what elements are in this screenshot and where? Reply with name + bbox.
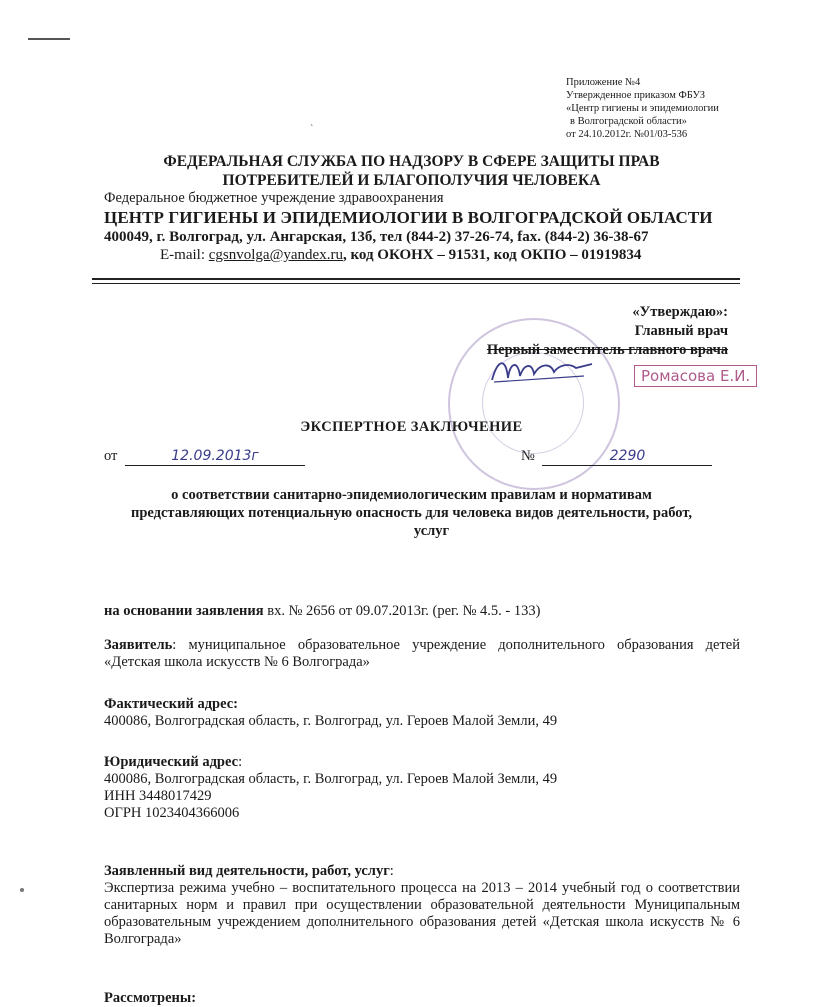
subject-line-2: представляющих потенциальную опасность для человека видов деятельности, работ, [131, 505, 692, 521]
annex-note [566, 76, 719, 141]
scan-artifact-mark [28, 38, 70, 40]
approval-line-1: «Утверждаю»: [632, 304, 728, 320]
activity-label: Заявленный вид деятельности, работ, услуг: [104, 863, 394, 879]
date-field [104, 448, 305, 466]
document-subject [0, 486, 823, 540]
email-link[interactable]: cgsnvolga@yandex.ru [208, 247, 343, 263]
ogrn-value: ОГРН 1023404366006 [104, 805, 240, 821]
org-address: 400049, г. Волгоград, ул. Ангарская, 13б, тел (844-2) 37-26-74, fax. (844-2) 36-38-67 [104, 229, 649, 245]
basis-paragraph [104, 603, 740, 620]
actual-address-label: Фактический адрес: [104, 696, 238, 712]
legal-address-label: Юридический адрес: [104, 754, 243, 770]
date-line [125, 448, 305, 466]
reviewed-label: Рассмотрены: [104, 990, 197, 1006]
document-title: ЭКСПЕРТНОЕ ЗАКЛЮЧЕНИЕ [300, 419, 523, 435]
inn-value: ИНН 3448017429 [104, 788, 212, 804]
applicant-text: : муниципальное образовательное учреждение дополнительного образования детей «Детская школа искусств № 6 Волгограда» [104, 637, 740, 670]
header-rule-thin [92, 283, 740, 284]
handwritten-number: 2290 [609, 448, 646, 464]
agency-line-2: ПОТРЕБИТЕЛЕЙ И БЛАГОПОЛУЧИЯ ЧЕЛОВЕКА [222, 172, 601, 189]
email-prefix: E-mail: [160, 247, 209, 263]
activity-text: Экспертиза режима учебно – воспитательного процесса на 2013 – 2014 учебный год о соответствии санитарных норм и правил при осуществлении образовательной деятельности Муниципальным образовательным учреждением дополнительного образования детей «Детская школа искусств № 6 Волгограда» [104, 880, 740, 947]
applicant-paragraph [104, 637, 740, 671]
org-name: ЦЕНТР ГИГИЕНЫ И ЭПИДЕМИОЛОГИИ В ВОЛГОГРАДСКОЙ ОБЛАСТИ [104, 208, 713, 227]
org-type: Федеральное бюджетное учреждение здравоохранения [104, 190, 444, 206]
annex-line-5: от 24.10.2012г. №01/03-536 [566, 129, 688, 140]
signature [488, 352, 598, 392]
header-rule-thick [92, 278, 740, 280]
subject-line-1: о соответствии санитарно-эпидемиологическим правилам и нормативам [171, 487, 652, 503]
annex-line-3: «Центр гигиены и эпидемиологии [566, 103, 719, 114]
approval-line-2: Главный врач [634, 323, 728, 339]
annex-line-2: Утвержденное приказом ФБУЗ [566, 90, 705, 101]
subject-line-3: услуг [413, 523, 450, 539]
basis-text: вх. № 2656 от 09.07.2013г. (рег. № 4.5. - 133) [263, 603, 541, 619]
date-label: от [104, 448, 118, 464]
scan-dot [20, 888, 24, 892]
annex-line-4: в Волгоградской области» [570, 116, 687, 127]
org-contacts [160, 247, 641, 264]
number-line [542, 448, 712, 466]
annex-line-1: Приложение №4 [566, 77, 641, 88]
number-label: № [521, 448, 535, 464]
actual-address: 400086, Волгоградская область, г. Волгоград, ул. Героев Малой Земли, 49 [104, 713, 558, 729]
name-stamp: Ромасова Е.И. [634, 365, 757, 387]
number-field [521, 448, 712, 466]
scan-tick: ` [310, 124, 314, 135]
org-codes: , код ОКОНХ – 91531, код ОКПО – 01919834 [342, 247, 642, 263]
handwritten-date: 12.09.2013г [171, 448, 259, 464]
agency-line-1: ФЕДЕРАЛЬНАЯ СЛУЖБА ПО НАДЗОРУ В СФЕРЕ ЗАЩИТЫ ПРАВ [163, 153, 660, 170]
approval-line-3: Первый заместитель главного врача [486, 342, 728, 358]
legal-address: 400086, Волгоградская область, г. Волгоград, ул. Героев Малой Земли, 49 [104, 771, 558, 787]
basis-label: на основании заявления [104, 603, 264, 619]
applicant-label: Заявитель [104, 637, 173, 653]
agency-header [0, 152, 823, 190]
